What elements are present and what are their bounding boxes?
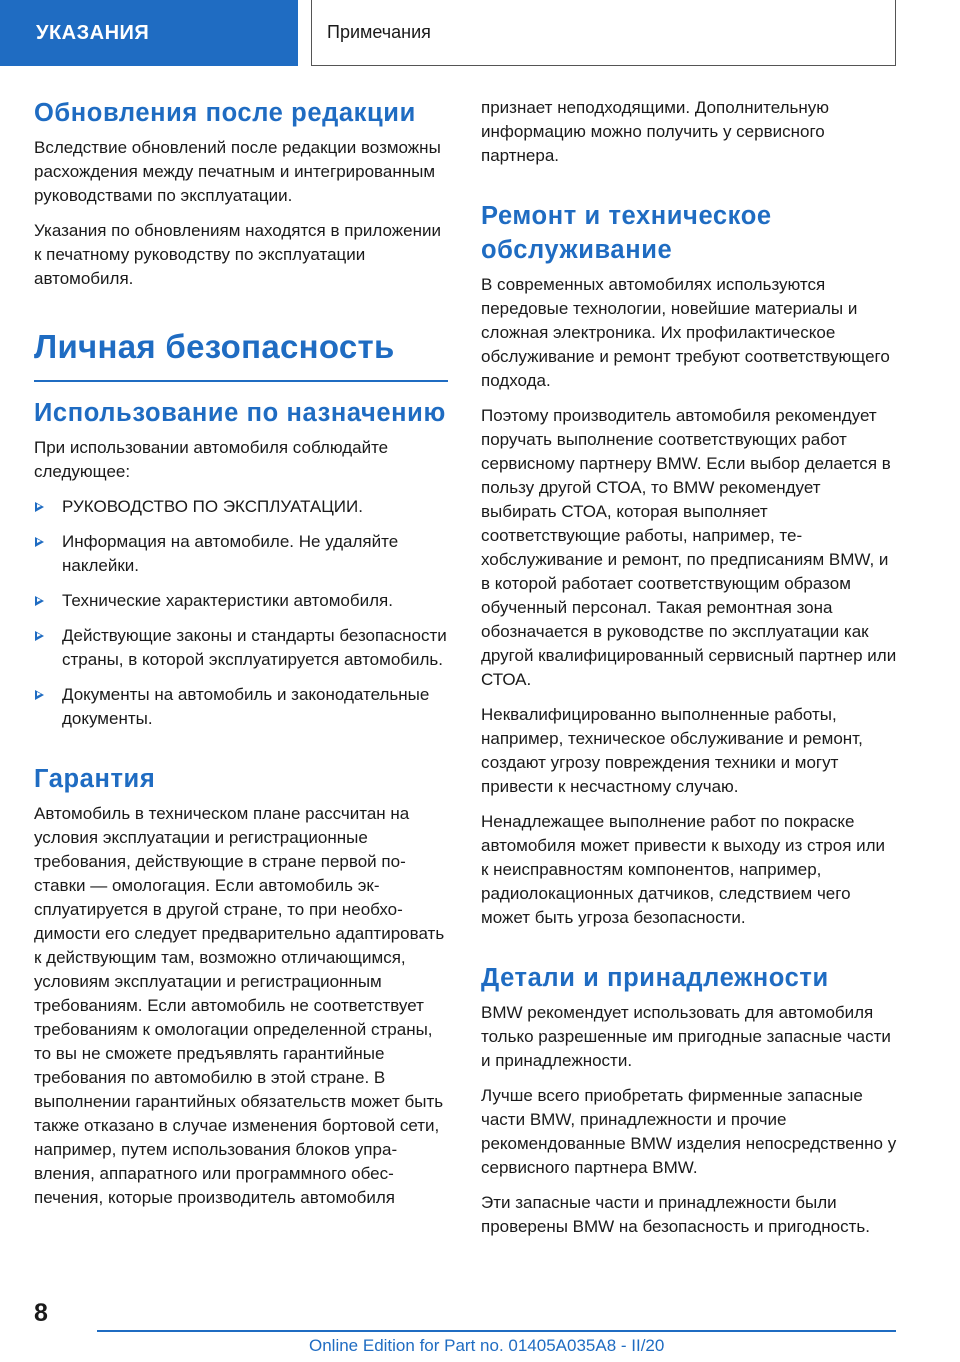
- paragraph: Указания по обновлениям находятся в приложении к печатному руководству по эксплуатации автомобиля.: [34, 221, 441, 288]
- page-number: 8: [34, 1299, 48, 1327]
- triangle-bullet-icon: [35, 690, 44, 700]
- triangle-bullet-icon: [35, 631, 44, 641]
- footer-rule: [97, 1330, 896, 1332]
- paragraph: Ненадлежащее выполнение работ по покраске автомобиля может привести к выходу из строя или к неисправностям компонентов, например, радиолокационных датчиков, следствием чего может быть угроза безопасности.: [481, 812, 886, 927]
- paragraph: Эти запасные части и принадлежности были проверены BMW на безопасность и пригодность.: [481, 1193, 870, 1236]
- bullet-list: [34, 495, 448, 731]
- right-column: [481, 96, 897, 1250]
- list-item: РУКОВОДСТВО ПО ЭКСПЛУАТАЦИИ.: [34, 495, 448, 519]
- heading-intended-use: Использование по назначению: [34, 398, 446, 427]
- paragraph: Неквалифицированно выполненные работы, например, техническое обслуживание и ремонт, создают угрозу повреждения техники и могут привести к несчастному случаю.: [481, 705, 863, 796]
- heading-personal-safety: Личная безопасность: [34, 328, 395, 365]
- section-tab: УКАЗАНИЯ: [0, 0, 298, 66]
- list-item: Технические характеристики автомобиля.: [34, 589, 448, 613]
- paragraph: Поэтому производитель автомобиля рекомендует поручать выполнение соответствующих работ сервисному партнеру BMW. Если выбор делается в пользу другой СТОА, то BMW рекомендует выбирать СТОА, которая выполняет соответствующие работы, например, техобслуживание и ремонт, по предписаниям BMW, и в которой работает соответствующим образом обученный персонал. Такая ремонтная зона обозначается в руководстве по эксплуатации как другой квалифицированный сервисный партнер или СТОА.: [481, 406, 897, 689]
- list-item: Документы на автомобиль и законодательные документы.: [34, 683, 448, 731]
- list-item: Информация на автомобиле. Не удаляйте наклейки.: [34, 530, 448, 578]
- paragraph: При использовании автомобиля соблюдайте следующее:: [34, 437, 389, 481]
- edition-footer: Online Edition for Part no. 01405A035A8 - II/20: [309, 1336, 665, 1355]
- paragraph: Лучше всего приобретать фирменные запасные части BMW, принадлежности и прочие рекомендованные BMW изделия непосредственно у сервисного партнера BMW.: [481, 1086, 897, 1177]
- paragraph: признает неподходящими. Дополнительную информацию можно получить у сервисного партнера.: [481, 98, 830, 165]
- left-column: [34, 96, 448, 1221]
- subsection-header: Примечания: [311, 0, 896, 66]
- list-item: Действующие законы и стандарты безопасности страны, в которой эксплуатируется автомобиль.: [34, 624, 448, 672]
- heading-updates: Обновления после редакции: [34, 99, 416, 127]
- triangle-bullet-icon: [35, 502, 44, 512]
- paragraph: BMW рекомендует использовать для автомобиля только разрешенные им пригодные запасные части и принадлежности.: [481, 1003, 891, 1070]
- triangle-bullet-icon: [35, 537, 44, 547]
- triangle-bullet-icon: [35, 596, 44, 606]
- paragraph: Автомобиль в техническом плане рассчитан на условия эксплуатации и регистрационные требования, действующие в стране первой поставки — омологация. Если автомобиль эксплуатируется в другой стране, то при необходимости его следует предварительно адаптировать к действующим там, возможно отличающимся, условиям эксплуатации и регистрационным требованиям. Если автомобиль не соответствует требованиям к омологации определенной страны, то вы не сможете предъявлять гарантийные требования по автомобилю в этой стране. В выполнении гарантийных обязательств может быть также отказано в случае изменения бортовой сети, например, путем использования блоков управления, аппаратного или программного обеспечения, которые производитель автомобиля: [34, 803, 445, 1207]
- heading-repair: Ремонт и техническое обслуживание: [481, 202, 772, 264]
- paragraph: Вследствие обновлений после редакции возможны расхождения между печатным и интегрированным руководствами по эксплуатации.: [34, 138, 441, 205]
- heading-warranty: Гарантия: [34, 764, 156, 793]
- heading-rule: [34, 380, 448, 382]
- heading-parts: Детали и принадлежности: [481, 964, 829, 992]
- paragraph: В современных автомобилях используются передовые технологии, новейшие материалы и сложная электроника. Их профилактическое обслуживание и ремонт требуют соответствующего подхода.: [481, 275, 890, 390]
